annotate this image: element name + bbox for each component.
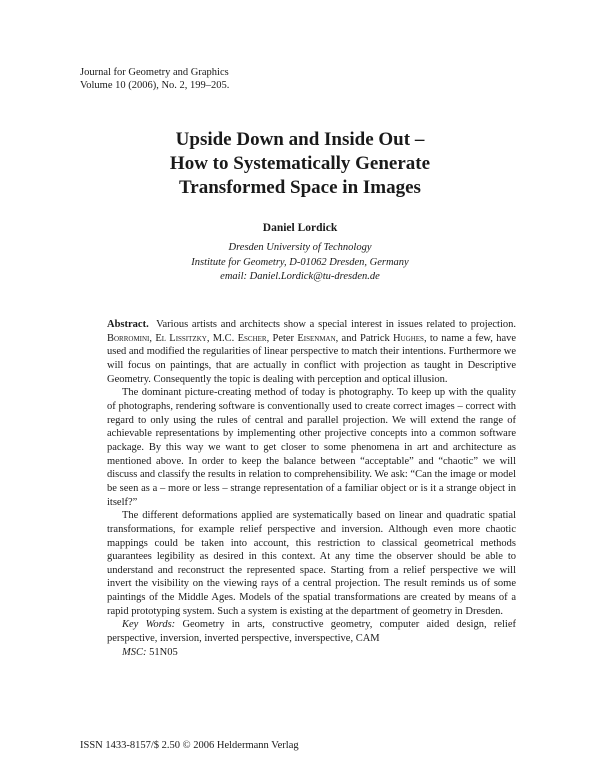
abstract-paragraph-1 xyxy=(107,318,516,386)
affiliation-university: Dresden University of Technology xyxy=(228,242,372,253)
title-line: Upside Down and Inside Out – xyxy=(175,129,425,150)
artist-name: Eisenman xyxy=(297,332,336,344)
affiliation-email: email: Daniel.Lordick@tu-dresden.de xyxy=(220,271,380,282)
artist-name: Escher xyxy=(237,332,267,344)
abstract-paragraph-2: The dominant picture-creating method of today is photography. To keep up with the quality of photographs, rendering software is conventionally used to create correct images – correct with regard to only using the rules of central and parallel projection. We will extend the range of achievable representations by implementing other projective concepts into a common software package. By this way we want to get closer to some phenomena in art and architecture as mentioned above. In order to keep the balance between “acceptable” and “chaotic” we will discuss and classify the results in relation to comprehensibility. We ask: “Can the image or model be seen as a – more or less – strange representation of a familiar object or is it a strange object in itself?” xyxy=(107,387,516,508)
artist-name: El Lissitzky xyxy=(155,332,207,344)
abstract-paragraph-3: The different deformations applied are systematically based on linear and quadratic spatial transformations, for example relief perspective and inversion. Although even more chaotic mappings could be taken into account, this restriction to classical geometrical methods guarantees legibility as desired in this context. At any time the observer should be able to understand and reconstruct the represented space. Starting from a relief perspective we will invert the visibility on the viewing rays of a central projection. The result reminds us of some paintings of the Middle Ages. Models of the spatial transformations are created by means of a rapid prototyping system. Such a system is existing at the department of geometry in Dresden. xyxy=(107,510,516,617)
title-line: Transformed Space in Images xyxy=(179,177,421,198)
affiliation-institute: Institute for Geometry, D-01062 Dresden, Germany xyxy=(191,256,409,268)
msc-text: 51N05 xyxy=(149,646,178,658)
author-name: Daniel Lordick xyxy=(262,222,338,234)
title-line: How to Systematically Generate xyxy=(169,153,431,174)
abstract-text: , and Patrick xyxy=(335,332,394,344)
journal-name: Journal for Geometry and Graphics xyxy=(80,67,229,78)
keywords-text: Geometry in arts, constructive geometry, computer aided design, relief perspective, inversion, inverted perspective, inverspective, CAM xyxy=(107,619,517,645)
keywords-label: Key Words: xyxy=(122,619,176,631)
keywords-line xyxy=(107,618,516,645)
abstract-text: , to name a few, have used and modified the regularities of linear perspective to match their intentions. Furthermore we will focus on paintings, that are actually in conflict with projection as taught in Descriptive Geometry. Consequently the topic is dealing with perception and optical illusion. xyxy=(107,332,517,385)
abstract-text: Various artists and architects show a special interest in issues related to projection. xyxy=(156,319,516,330)
abstract-text: , Peter xyxy=(266,332,298,344)
journal-header xyxy=(80,66,229,92)
paper-title xyxy=(0,128,600,200)
abstract-section xyxy=(107,318,516,659)
artist-name: Borromini xyxy=(107,332,150,344)
msc-label: MSC: xyxy=(122,646,147,658)
abstract-text: , xyxy=(149,332,156,344)
journal-volume: Volume 10 (2006), No. 2, 199–205. xyxy=(80,80,230,91)
artist-name: Hughes xyxy=(393,332,424,344)
issn-footer: ISSN 1433-8157/$ 2.50 © 2006 Heldermann Verlag xyxy=(80,740,299,751)
abstract-label: Abstract. xyxy=(107,319,149,330)
abstract-text: , M.C. xyxy=(206,332,238,344)
msc-line xyxy=(107,646,516,660)
affiliation xyxy=(0,241,600,285)
